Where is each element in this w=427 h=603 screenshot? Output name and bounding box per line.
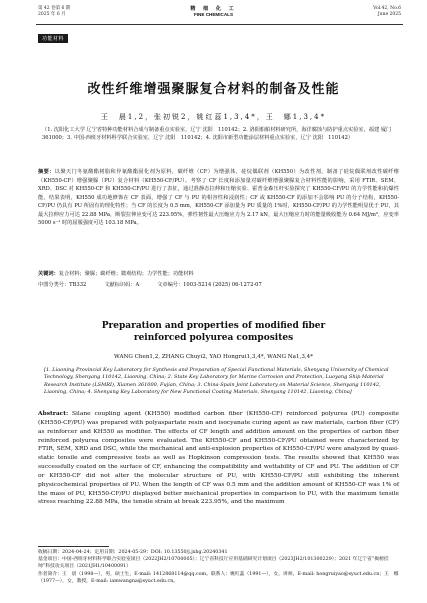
document-code: 文献标识码：A: [104, 282, 140, 288]
footnote-divider: [38, 546, 109, 547]
keywords-cn-label: 关键词：: [38, 271, 59, 277]
keywords-cn: [38, 270, 399, 278]
footnote-funding: 基金项目：中国-西班牙材料科学联合实验室项目（2022JH2/10700005）；辽宁省科技厅应用基础研究计划项目（2023JH2/101300229）；2021 年辽宁省“揭榜挂帅”科技攻关项目（2021JH1/10400091）: [38, 557, 389, 570]
classification-cn: [38, 281, 399, 289]
article-title-cn: 改性纤维增强聚脲复合材料的制备及性能: [87, 82, 340, 97]
abstract-cn-label: 摘要：: [38, 169, 55, 175]
abstract-en: [38, 410, 399, 507]
keywords-cn-text: 复合材料；聚脲；碳纤维；微观结构；力学性能；功能材料: [58, 271, 194, 277]
header-volume-en: [373, 6, 401, 18]
abstract-cn: [38, 168, 399, 228]
footnote-authors: 作者简介：王 晨（1998—），男，硕士生，E-mail: 1412868114@qq.com。联系人：姚红蕊（1991—），女，讲师，E-mail: hongruiyao@syuct.edu.cn；王 娜（1977—），女，教授，E-mail: iamwangna@syuct.edu.cn。: [38, 571, 399, 584]
authors-en: WANG Chen1,2, ZHANG Chuyi2, YAO Hongrui1,3,4*, WANG Na1,3,4*: [113, 354, 314, 360]
journal-name: [0, 6, 427, 18]
article-number: 文章编号：1003-5214 (2025) 06-1272-07: [157, 282, 262, 288]
clc-number: 中图分类号：TB332: [38, 282, 87, 288]
header-divider: [36, 24, 403, 25]
header-date-en: June 2025: [377, 12, 401, 17]
footnotes: [38, 549, 399, 585]
abstract-cn-text: 以聚天门冬氨酸酯树脂和异氰酸酯固化剂为原料，碳纤维（CF）为增强体，硅烷偶联剂（KH550）为改性剂，制备了硅烷偶联剂改性碳纤维（KH550-CF）增强聚脲（PU）复合材料（KH550-CF/PU）。考察了 CF 长度和添加量对碳纤维增强聚脲复合材料性能的影响，采用 FTIR、SEM、XRD、DSC 对 KH550-CF 和 KH550-CF/PU 进行了表征，通过准静态拉伸和压缩实验、霍普金森压杆实验探究了 KH550-CF/PU 的力学性能和抗爆性能。结果表明，KH550 成功地修饰在 CF 表面，增强了 CF 与 PU 的相容性和浸润性；CF 或 KH550-CF 的添加不会影响 PU 的分子结构，KH550-CF/PU 仍具有 PU 所固有的理化特性；当 CF 的长度为 0.5 mm，KH550-CF 添加量为 PU 质量的 1%时，KH550-CF/PU 的力学性能明显优于 PU，其最大拉伸应力可达 22.88 MPa，断裂拉伸应变可达 223.95%，弹性韧性最大压缩应力为 2.17 kN，最大压缩应力时的能量吸收能为 0.64 MJ/m³，应变率 5000 s⁻¹ 时的屈服强度可达 103.18 MPa。: [38, 169, 399, 226]
footnote-received: 收稿日期：2024-04-24；定用日期：2024-05-29；DOI: 10.13550/j.jxhg.20240341: [38, 550, 228, 555]
article-title-en: [0, 320, 427, 344]
journal-name-cn: 精 细 化 工: [190, 6, 237, 12]
authors-cn: 王 晨1,2，张初锐2，姚红蕊1,3,4*，王 娜1,3,4*: [100, 113, 327, 121]
abstract-en-label: Abstract:: [38, 410, 69, 417]
affiliations-cn: （1. 沈阳化工大学 辽宁省特种功能材料合成与制备重点实验室，辽宁 沈阳 110142；2. 洛阳船舶材料研究所，海洋腐蚀与防护重点实验室，福建 厦门 361000；3. 中国-西班牙材料科学联合实验室，辽宁 沈阳 110142；4. 沈阳市新型功能涂层材料重点实验室，辽宁 沈阳 110142）: [42, 127, 397, 141]
header-date-cn: 2025 年 6 月: [38, 12, 66, 17]
affiliations-en: [1. Liaoning Provincial Key Laboratory for Synthesis and Preparation of Special Functional Materials, Shenyang University of Chemical Technology, Shenyang 110142, Liaoning, China; 2. State Key Laboratory for Marine Corrosion and Protection, Luoyang Ship Material Research Institute (LSMRI), Xiamen 361000, Fujian, China; 3. China-Spain Joint Laboratory on Material Science, Shenyang 110142, Liaoning, China; 4. Shenyang Key Laboratory for New Functional Coating Materials, Shenyang 110142, Liaoning, China]: [44, 367, 389, 396]
section-tag: 功能材料: [38, 34, 68, 43]
header-vol-en: Vol.42, No.6: [373, 6, 401, 11]
article-title-en-line1: Preparation and properties of modified fiber: [101, 321, 326, 331]
header-vol-cn: 第 42 卷第 6 期: [38, 6, 71, 11]
abstract-en-text: Silane coupling agent (KH550) modified carbon fiber (KH550-CF) reinforced polyurea (PU) composite (KH550-CF/PU) was prepared with polyaspartate resin and isocyanate curing agent as raw materials, carbon fiber (CF) as reinforcer and KH550 as modifier. The effects of CF length and addition amount on the properties of carbon fiber reinforced polyurea composites were evaluated. The KH550-CF and KH550-CF/PU obtained were characterized by FTIR, SEM, XRD and DSC, while the mechanical and anti-explosion properties of KH550-CF/PU were analyzed by quasi-static tensile and compressive tests as well as Hopkinson compression tests. The results showed that KH550 was successfully coated on the surface of CF, enhancing the compatibility and wettability of CF and PU. The addition of CF or KH550-CF did not alter the molecular structure of PU, with KH550-CF/PU still exhibiting the inherent physicochemical properties of PU. When the length of CF was 0.5 mm and the addition amount of KH550-CF was 1% of the mass of PU, KH550-CF/PU displayed better mechanical properties in comparison to PU, with the maximum tensile stress reaching 22.88 MPa, the tensile strain at break 223.95%, and the maximum: [38, 411, 400, 506]
journal-name-en: FINE CHEMICALS: [193, 12, 234, 17]
article-title-en-line2: reinforced polyurea composites: [133, 333, 294, 343]
